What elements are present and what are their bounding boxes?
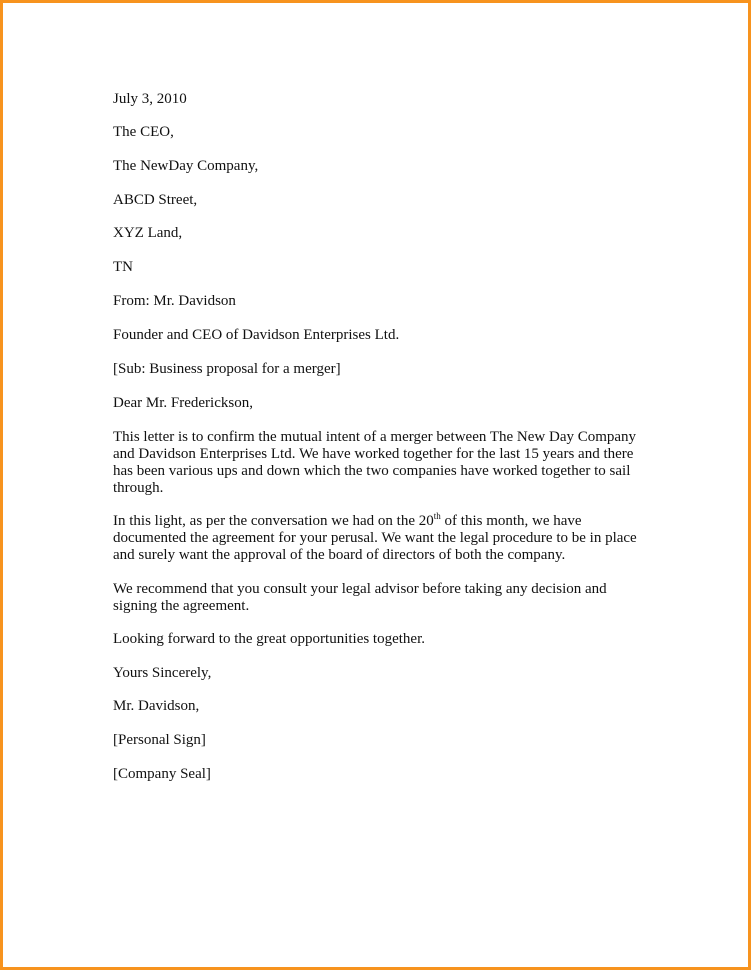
paragraph-line: signing the agreement. [113, 598, 250, 614]
paragraph-line: through. [113, 480, 164, 496]
recipient-line: The NewDay Company, [113, 158, 259, 174]
personal-sign: [Personal Sign] [113, 732, 206, 748]
subject-line: [Sub: Business proposal for a merger] [113, 361, 341, 377]
paragraph-4: Looking forward to the great opportunities together. [113, 631, 426, 647]
salutation: Dear Mr. Frederickson, [113, 395, 253, 411]
paragraph-line: This letter is to confirm the mutual intent of a merger between The New Day Company [113, 429, 637, 445]
recipient-line: ABCD Street, [113, 192, 198, 208]
closing: Yours Sincerely, [113, 665, 212, 681]
paragraph-line: documented the agreement for your perusal. We want the legal procedure to be in place [113, 530, 637, 546]
company-seal: [Company Seal] [113, 766, 211, 782]
paragraph-1 [113, 429, 636, 497]
letter-date: July 3, 2010 [113, 91, 187, 107]
text: of this month, we have [440, 513, 582, 529]
paragraph-line [113, 513, 637, 530]
text: In this light, as per the conversation we had on the 20 [113, 513, 434, 529]
paragraph-line: has been various ups and down which the two companies have worked together to sail [113, 463, 631, 479]
paragraph-line: and surely want the approval of the board of directors of both the company. [113, 547, 566, 563]
recipient-line: TN [113, 259, 133, 275]
paragraph-2 [113, 513, 637, 564]
ordinal-suffix: th [433, 511, 441, 521]
signer-name: Mr. Davidson, [113, 698, 200, 714]
paragraph-3 [113, 581, 607, 615]
recipient-line: XYZ Land, [113, 225, 183, 241]
paragraph-line: We recommend that you consult your legal advisor before taking any decision and [113, 581, 607, 597]
recipient-line: The CEO, [113, 124, 174, 140]
paragraph-line: and Davidson Enterprises Ltd. We have worked together for the last 15 years and there [113, 446, 634, 462]
sender-title: Founder and CEO of Davidson Enterprises Ltd. [113, 327, 400, 343]
sender: From: Mr. Davidson [113, 293, 236, 309]
